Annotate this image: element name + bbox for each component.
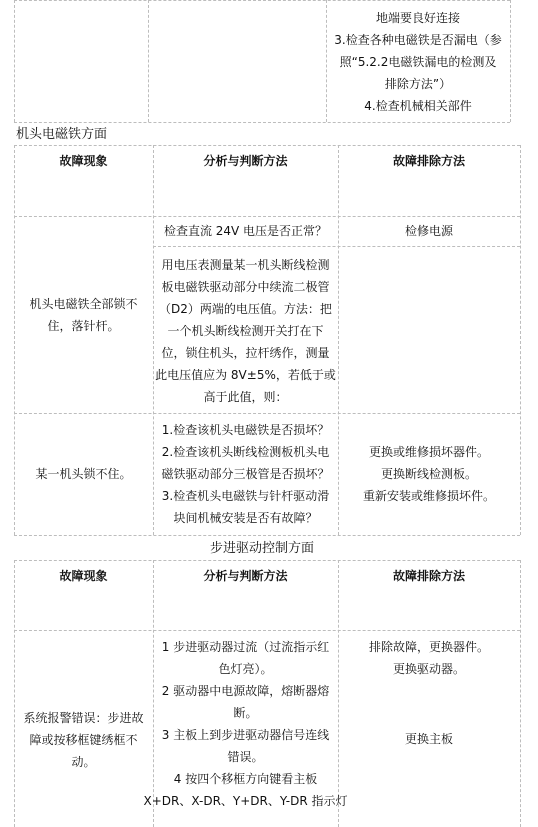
text-line: 3.检查各种电磁铁是否漏电（参: [334, 33, 502, 47]
text-line: 地端要良好连接: [375, 11, 460, 25]
analysis-stepper: 1 步进驱动器过流（过流指示红 色灯亮）。 2 驱动器中电源故障，熔断器熔 断。 3 主板上到步进驱动器信号连线 错误。 4 按四个移框方向键看主板 X+DR、X-DR、Y+DR、Y-DR 指示灯: [143, 640, 348, 808]
header-analysis-2: 分析与判断方法: [203, 569, 288, 583]
top-table-col3-cell: [326, 4, 510, 120]
text-line: 4.检查机械相关部件: [364, 99, 472, 113]
fix-repair-power: 检修电源: [404, 224, 453, 238]
symptom-single-head: 某一机头锁不住。: [35, 467, 132, 481]
header-fix: 故障排除方法: [392, 154, 465, 168]
fix-replace-mainboard: 更换主板: [404, 732, 453, 746]
symptom-all-magnets: 机头电磁铁全部锁不 住，落针杆。: [29, 296, 138, 333]
header-symptom-2: 故障现象: [59, 569, 108, 583]
symptom-stepper-alarm: 系统报警错误：步进故 障或按移框键绣框不 动。: [23, 711, 144, 769]
text-line: 照“5.2.2电磁铁漏电的检测及: [339, 55, 497, 69]
header-fix-2: 故障排除方法: [392, 569, 465, 583]
fix-stepper-top: 排除故障，更换器件。 更换驱动器。: [368, 640, 489, 676]
text-line: 排除方法”）: [384, 77, 452, 91]
header-analysis: 分析与判断方法: [203, 154, 288, 168]
analysis-measure-voltage: 用电压表测量某一机头断线检测 板电磁铁驱动部分中续流二极管 （D2）两端的电压值。方法：把 一个机头断线检测开关打在下 位，锁住机头，拉杆绣作，测量 此电压值应为 8V±5%，若低于或 高于此值，则：: [155, 257, 336, 404]
section-title-stepper: 步进驱动控制方面: [210, 541, 315, 556]
section-title-magnet: 机头电磁铁方面: [16, 127, 108, 142]
fix-single-head: 更换或维修损坏器件。 更换断线检测板。 重新安装或维修损坏件。: [362, 445, 495, 503]
analysis-single-head: 1.检查该机头电磁铁是否损坏？ 2.检查该机头断线检测板机头电 磁铁驱动部分三极管是否损坏？ 3.检查机头电磁铁与针杆驱动滑 块间机械安装是否有故障？: [161, 423, 330, 525]
header-symptom: 故障现象: [59, 154, 108, 168]
analysis-check-24v: 检查直流 24V 电压是否正常？: [163, 224, 328, 238]
